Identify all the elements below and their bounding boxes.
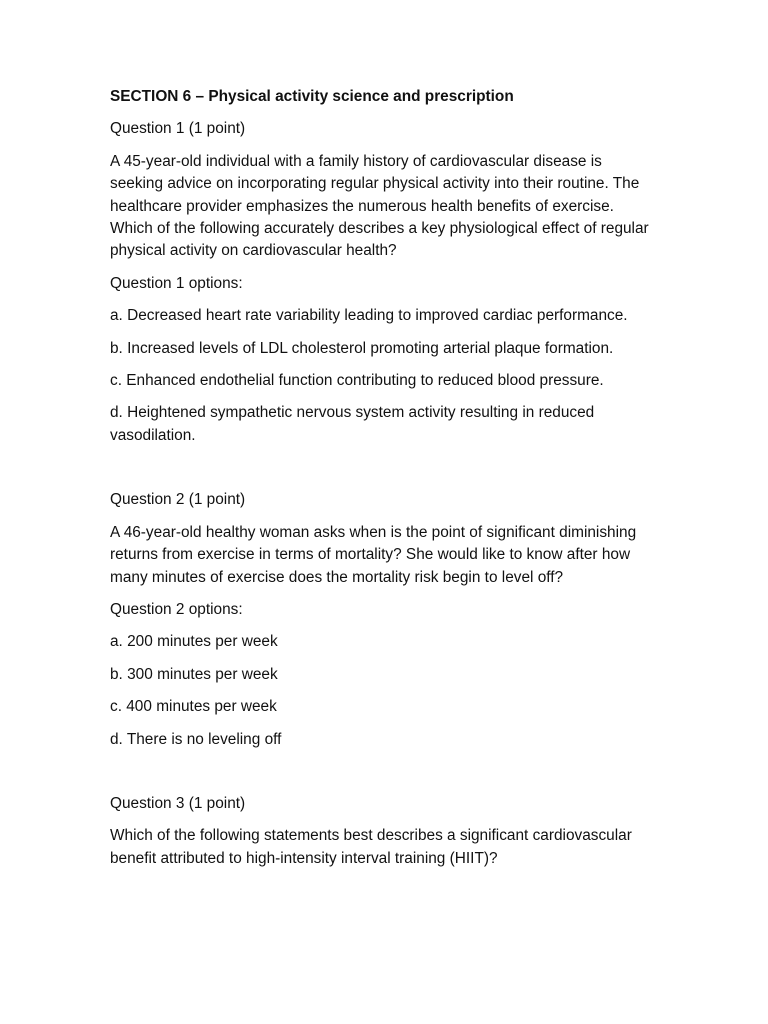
section-title: SECTION 6 – Physical activity science and prescription bbox=[110, 88, 514, 105]
question-2-header: Question 2 (1 point) bbox=[110, 491, 246, 509]
question-3-stem: Which of the following statements best describes a significant cardiovascular benefit attributed to high-intensity interval training (HIIT)? bbox=[110, 827, 632, 867]
question-2-option-a: a. 200 minutes per week bbox=[110, 633, 278, 651]
question-2-option-c: c. 400 minutes per week bbox=[110, 698, 277, 716]
question-3-header: Question 3 (1 point) bbox=[110, 794, 246, 812]
question-1 bbox=[110, 118, 658, 447]
question-2-option-d: d. There is no leveling off bbox=[110, 730, 282, 748]
question-1-stem: A 45-year-old individual with a family history of cardiovascular disease is seeking advice on incorporating regular physical activity into their routine. The healthcare provider emphasizes the numerous health benefits of exercise. Which of the following accurately describes a key physiological effect of regular physical activity on cardiovascular health? bbox=[110, 152, 649, 260]
question-2-option-b: b. 300 minutes per week bbox=[110, 665, 278, 683]
question-3 bbox=[110, 793, 658, 870]
question-1-option-d: d. Heightened sympathetic nervous system activity resulting in reduced vasodilation. bbox=[110, 404, 595, 444]
question-2-options-label: Question 2 options: bbox=[110, 600, 243, 618]
question-1-option-a: a. Decreased heart rate variability leading to improved cardiac performance. bbox=[110, 307, 628, 325]
question-1-options-label: Question 1 options: bbox=[110, 274, 243, 292]
question-1-header: Question 1 (1 point) bbox=[110, 120, 246, 138]
question-1-option-c: c. Enhanced endothelial function contributing to reduced blood pressure. bbox=[110, 372, 604, 390]
question-1-option-b: b. Increased levels of LDL cholesterol promoting arterial plaque formation. bbox=[110, 339, 614, 357]
question-2 bbox=[110, 489, 658, 751]
question-2-stem: A 46-year-old healthy woman asks when is the point of significant diminishing returns from exercise in terms of mortality? She would like to know after how many minutes of exercise does the mortality risk begin to level off? bbox=[110, 523, 637, 586]
